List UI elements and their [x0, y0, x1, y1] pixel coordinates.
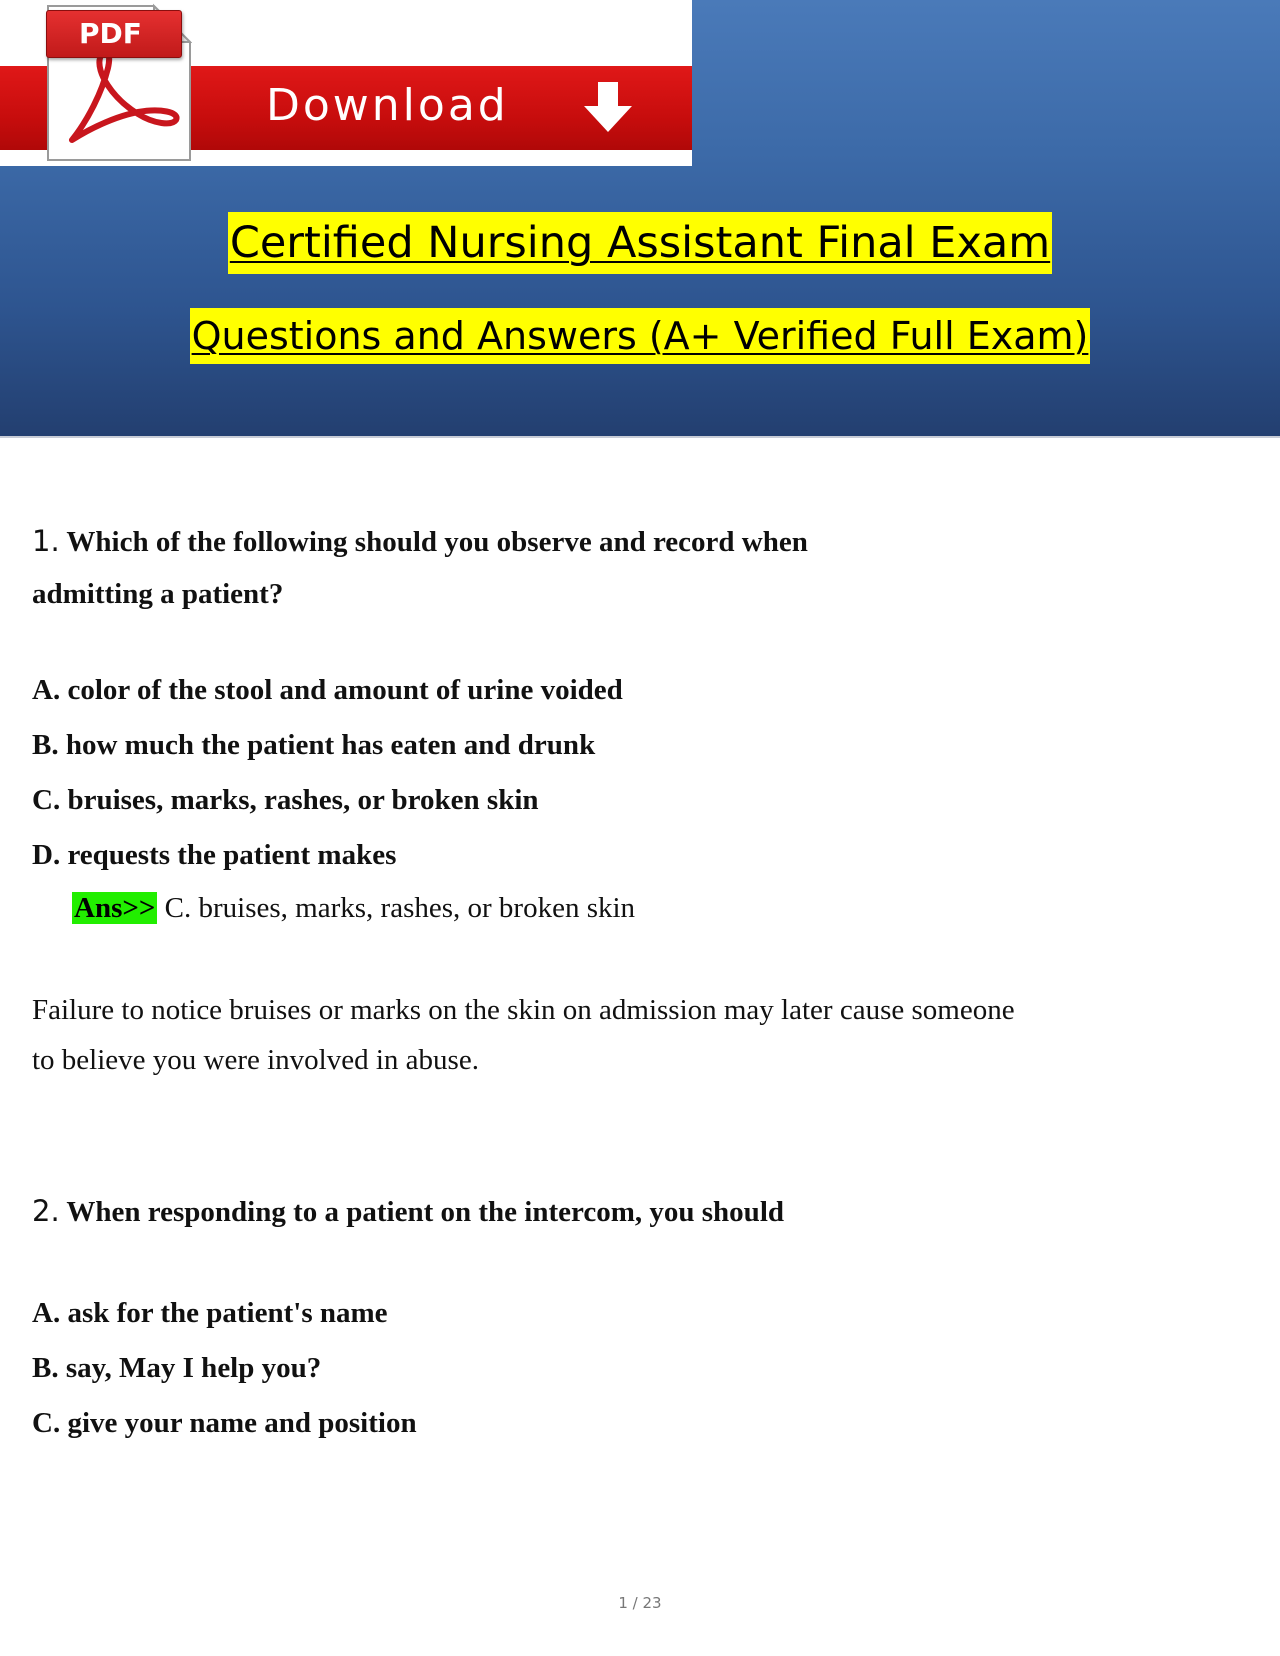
- document-subtitle: [0, 308, 1280, 364]
- download-arrow-icon: [580, 80, 636, 134]
- title-line-2: Questions and Answers (A+ Verified Full Exam): [190, 308, 1091, 364]
- question-number: 2.: [32, 1194, 60, 1228]
- answer-line: [72, 883, 1232, 933]
- question-text: When responding to a patient on the intercom, you should: [66, 1196, 785, 1228]
- explanation-line-1: Failure to notice bruises or marks on the skin on admission may later cause someone: [32, 994, 1015, 1026]
- question-2: [32, 1185, 1232, 1451]
- question-text: Which of the following should you observe and record when: [66, 526, 808, 558]
- title-line-1: Certified Nursing Assistant Final Exam: [228, 212, 1052, 274]
- question-1-heading: [32, 515, 1232, 568]
- download-label: Download: [266, 80, 509, 131]
- question-text-continued: admitting a patient?: [32, 578, 284, 610]
- option-b: B. how much the patient has eaten and drunk: [32, 729, 596, 761]
- explanation-line-2: to believe you were involved in abuse.: [32, 1044, 479, 1076]
- pdf-badge: PDF: [46, 10, 182, 58]
- option-b: B. say, May I help you?: [32, 1352, 322, 1384]
- document-title: [0, 212, 1280, 274]
- document-body: [32, 515, 1232, 1451]
- header-banner: [0, 0, 1280, 438]
- option-c: C. give your name and position: [32, 1407, 417, 1439]
- question-1: [32, 515, 1232, 1085]
- option-d: D. requests the patient makes: [32, 839, 397, 871]
- download-button[interactable]: [0, 0, 692, 166]
- option-c: C. bruises, marks, rashes, or broken skin: [32, 784, 539, 816]
- pdf-file-icon: [42, 2, 192, 162]
- question-2-heading: [32, 1185, 1232, 1238]
- answer-tag: Ans>>: [74, 892, 156, 924]
- option-a: A. ask for the patient's name: [32, 1297, 388, 1329]
- question-number: 1.: [32, 524, 60, 558]
- option-a: A. color of the stool and amount of urine voided: [32, 674, 623, 706]
- answer-text: C. bruises, marks, rashes, or broken skin: [157, 892, 636, 924]
- page-indicator: 1 / 23: [618, 1594, 662, 1612]
